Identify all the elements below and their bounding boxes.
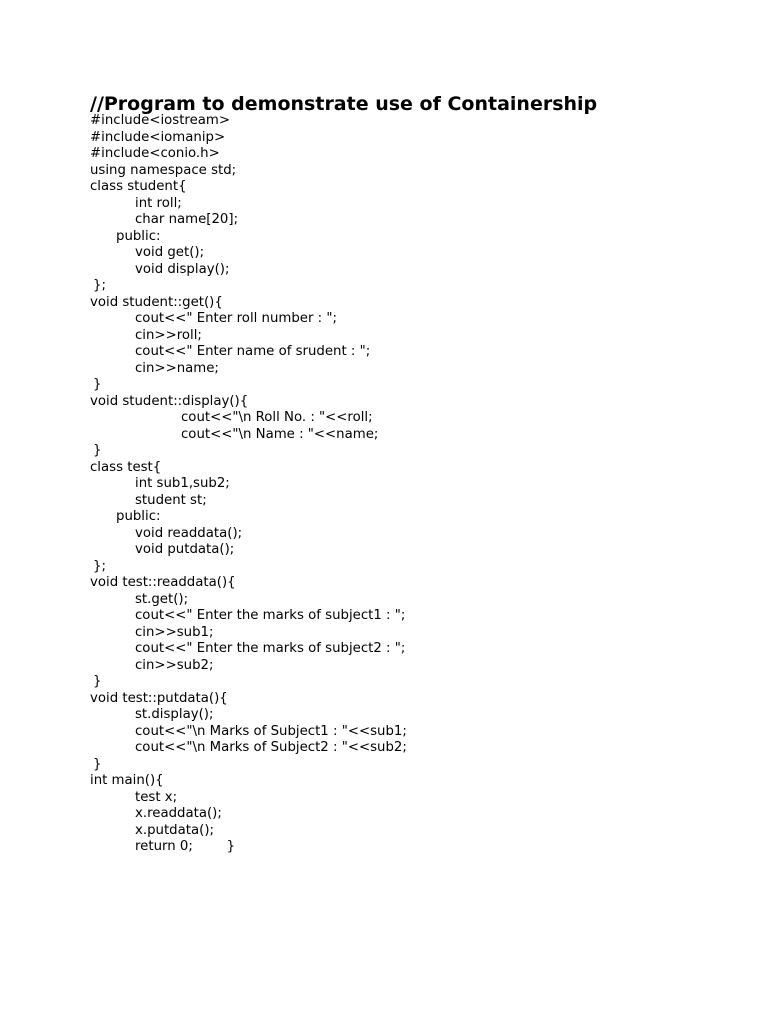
code-line: cin>>roll; <box>135 327 202 343</box>
code-line: void get(); <box>135 245 205 260</box>
code-line: cout<<" Enter name of srudent : "; <box>135 344 371 359</box>
code-line: void putdata(); <box>135 542 235 557</box>
code-line: } <box>93 756 102 772</box>
code-line: st.get(); <box>135 591 189 607</box>
code-line: st.display(); <box>135 707 214 722</box>
code-line: char name[20]; <box>135 212 239 227</box>
code-line: cout<<"\n Marks of Subject1 : "<<sub1; <box>135 723 407 739</box>
code-line: cin>>sub2; <box>135 657 214 673</box>
code-line: cin>>name; <box>135 360 219 376</box>
code-line: }; <box>93 278 106 293</box>
code-line: void test::putdata(){ <box>90 690 228 706</box>
code-line: x.putdata(); <box>135 822 214 838</box>
code-line: void test::readdata(){ <box>90 575 236 590</box>
code-line: #include<iostream> <box>90 113 231 128</box>
code-line: cout<<"\n Marks of Subject2 : "<<sub2; <box>135 740 407 755</box>
code-line: int sub1,sub2; <box>135 476 230 491</box>
code-line: student st; <box>135 492 207 508</box>
code-line: } <box>93 674 102 689</box>
document-title: //Program to demonstrate use of Containership <box>90 93 598 115</box>
code-line: void readdata(); <box>135 525 243 541</box>
code-line: void student::display(){ <box>90 393 249 409</box>
code-line: class test{ <box>90 459 162 475</box>
code-line: x.readdata(); <box>135 806 222 821</box>
code-line: using namespace std; <box>90 162 237 178</box>
code-line: int main(){ <box>90 773 164 788</box>
code-line: test x; <box>135 789 178 805</box>
code-line: cout<<" Enter the marks of subject2 : "; <box>135 641 406 656</box>
code-line: #include<conio.h> <box>90 146 220 161</box>
code-line: return 0; } <box>135 839 236 854</box>
code-line: } <box>93 443 102 458</box>
code-line: cout<<" Enter the marks of subject1 : "; <box>135 608 406 623</box>
code-line: int roll; <box>135 195 182 211</box>
code-line: cout<<"\n Name : "<<name; <box>181 426 379 442</box>
code-line: cout<<" Enter roll number : "; <box>135 311 337 326</box>
code-line: #include<iomanip> <box>90 129 226 145</box>
code-line: public: <box>116 228 161 244</box>
code-listing <box>90 113 407 856</box>
code-line: cin>>sub1; <box>135 624 214 640</box>
code-line: } <box>93 377 102 392</box>
code-line: void display(); <box>135 261 230 277</box>
code-line: }; <box>93 558 106 574</box>
code-line: class student{ <box>90 179 187 194</box>
code-line: void student::get(){ <box>90 294 223 310</box>
code-line: public: <box>116 509 161 524</box>
code-line: cout<<"\n Roll No. : "<<roll; <box>181 410 373 425</box>
